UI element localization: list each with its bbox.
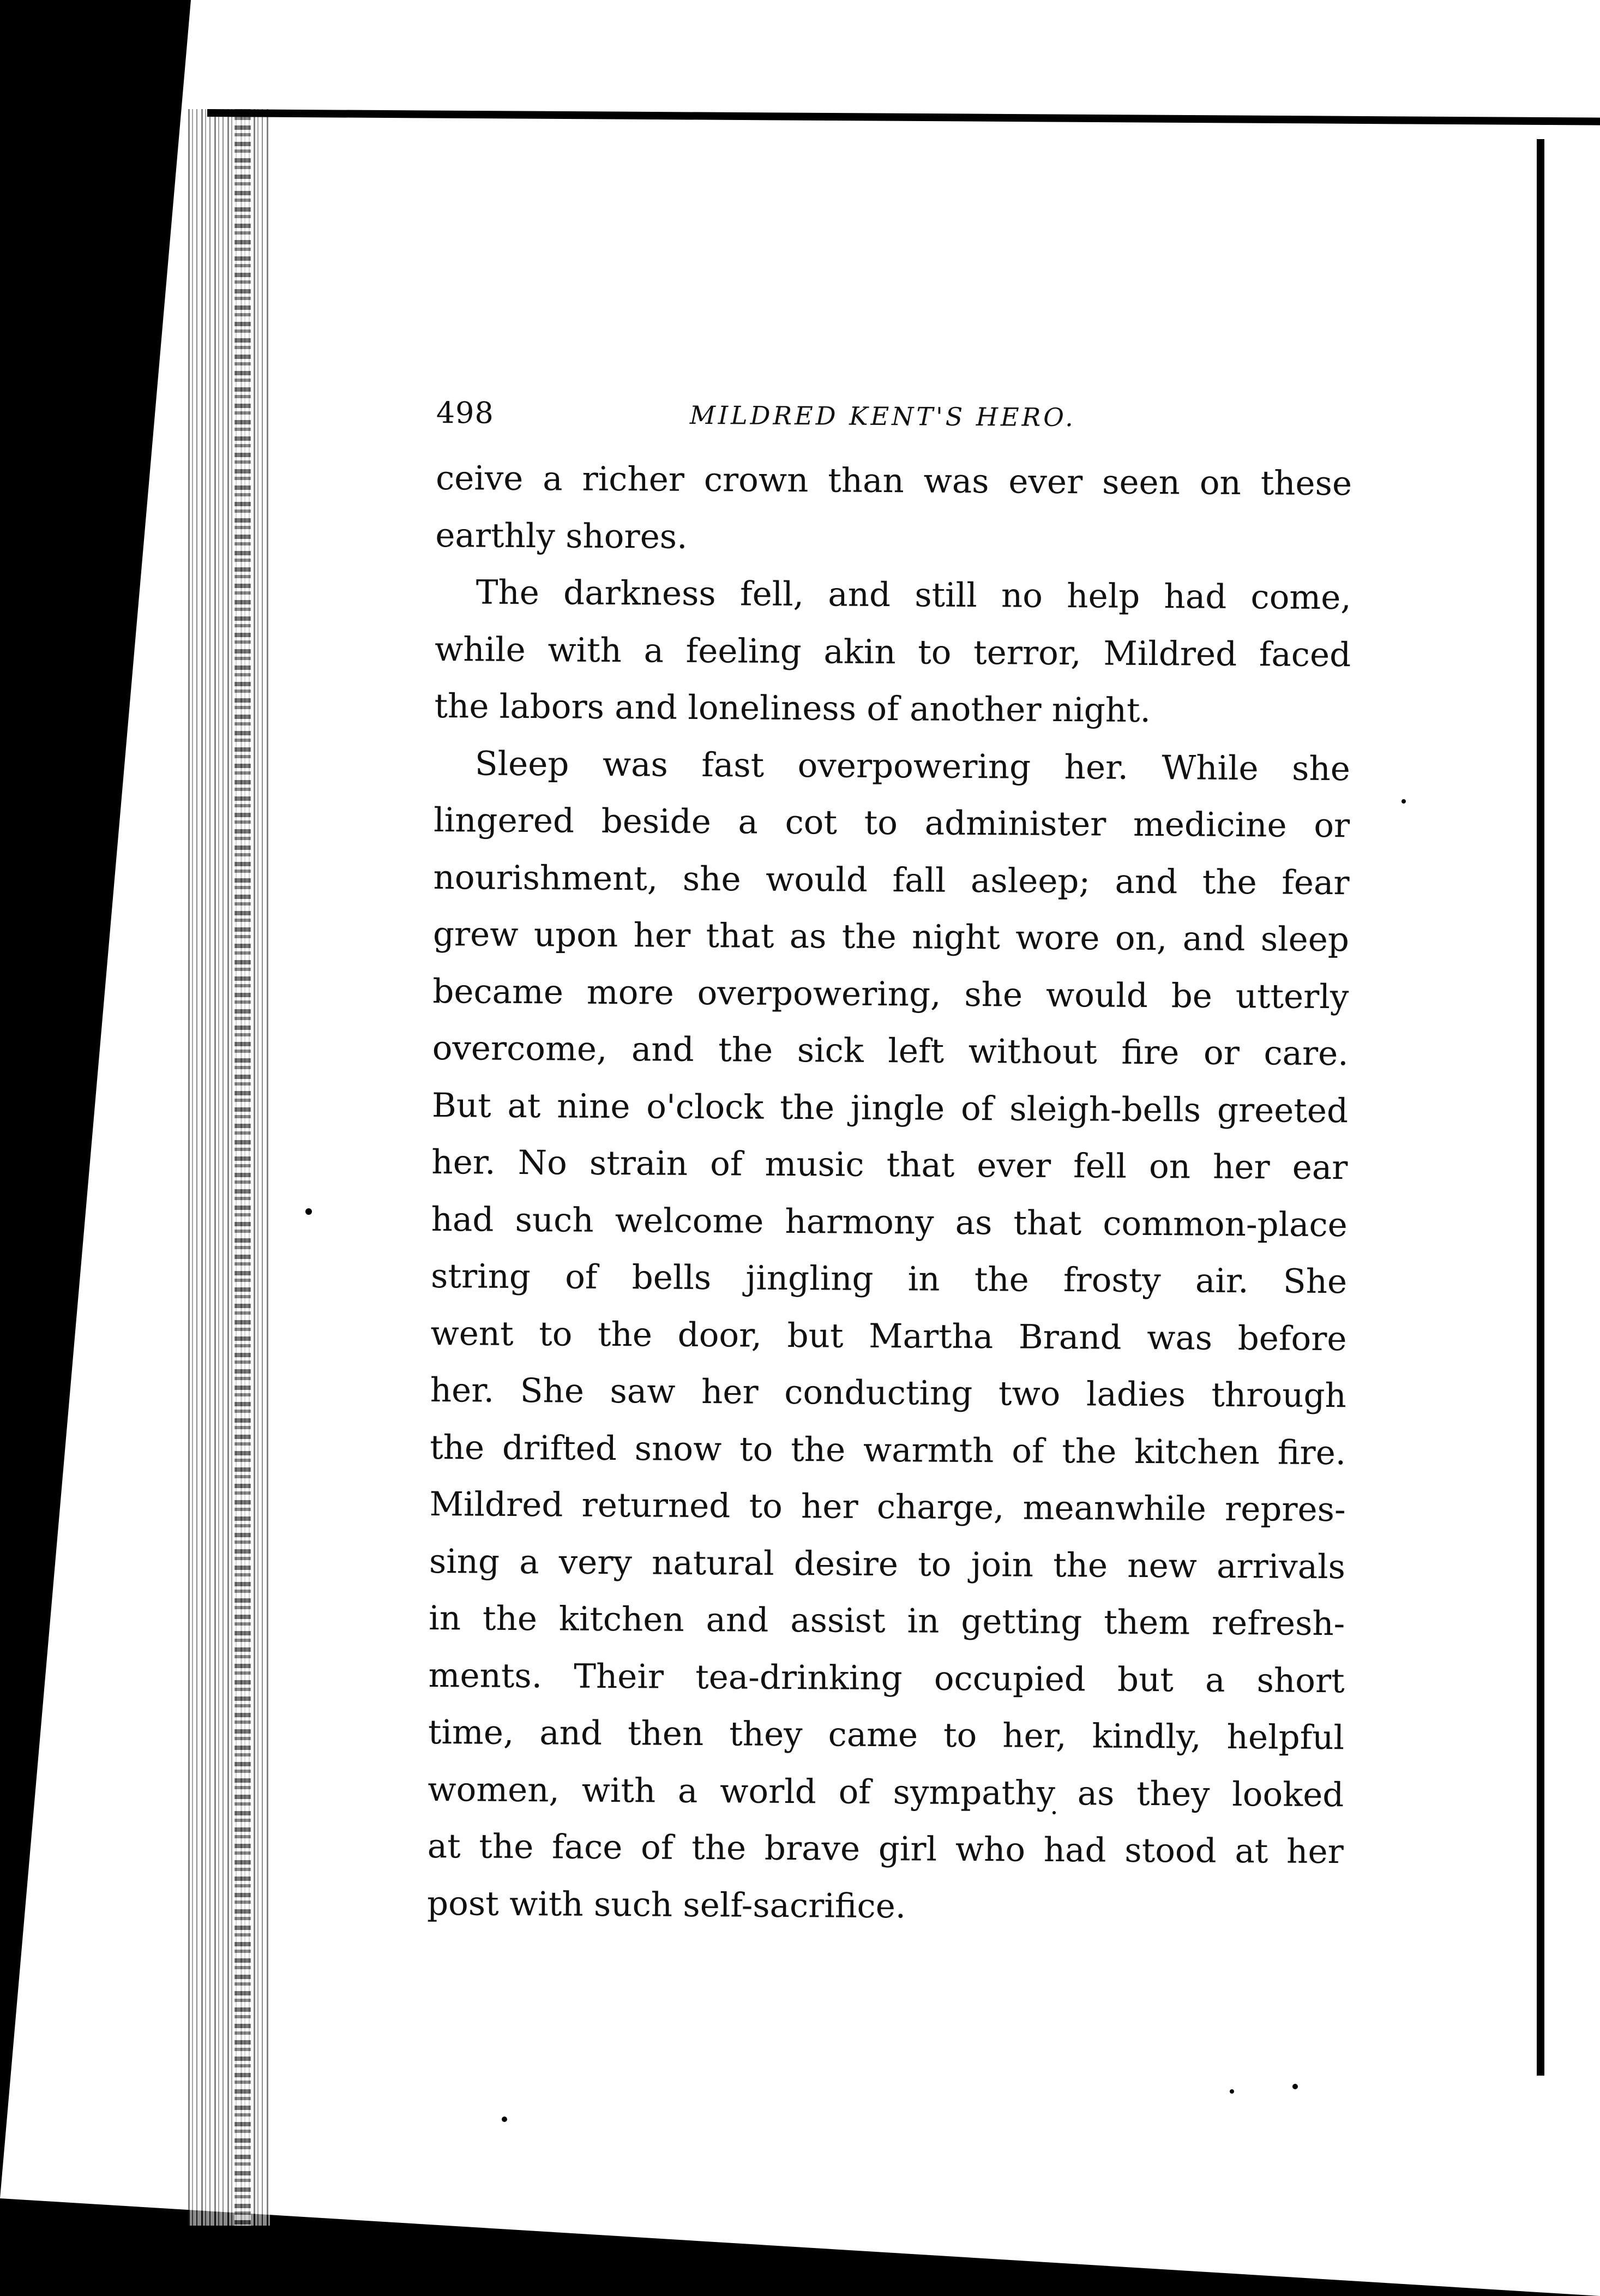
text-line: string of bells jingling in the frosty air. She <box>430 1256 1348 1302</box>
text-line: her. She saw her conducting two ladies through <box>430 1370 1347 1416</box>
text-line: went to the door, but Martha Brand was before <box>430 1314 1347 1358</box>
text-line: grew upon her that as the night wore on, and sleep <box>432 914 1350 960</box>
scan-right-margin <box>1545 136 1600 2078</box>
text-line: became more overpowering, she would be utterly <box>432 972 1349 1016</box>
book-gutter <box>188 109 270 2226</box>
running-title: MILDRED KENT'S HERO. <box>689 400 1076 433</box>
paragraph <box>434 564 1351 741</box>
scan-speck <box>305 1208 312 1215</box>
text-line: women, with a world of sympathy as they looked <box>428 1770 1344 1814</box>
text-line: the drifted snow to the warmth of the kitchen fire. <box>430 1428 1346 1472</box>
book-gutter-shadow <box>234 109 251 2226</box>
running-head <box>436 395 1352 455</box>
text-line: Mildred returned to her charge, meanwhile repres- <box>429 1484 1346 1530</box>
text-line: post with such self-sacrifice. <box>426 1884 906 1926</box>
scan-speck <box>502 2117 507 2122</box>
scan-speck <box>1230 2089 1234 2094</box>
text-line: earthly shores. <box>435 515 688 556</box>
text-line: ments. Their tea-drinking occupied but a short <box>428 1656 1345 1700</box>
paragraph <box>435 450 1352 569</box>
text-line: time, and then they came to her, kindly, helpful <box>428 1712 1345 1758</box>
scan-speck <box>1292 2084 1298 2089</box>
text-line: had such welcome harmony as that common-place <box>431 1200 1348 1244</box>
text-line: overcome, and the sick left without fire or care. <box>432 1028 1349 1074</box>
text-line: sing a very natural desire to join the new arrivals <box>429 1542 1346 1586</box>
paragraph <box>427 735 1350 1938</box>
text-line: at the face of the brave girl who had stood at her <box>427 1826 1344 1872</box>
text-line: lingered beside a cot to administer medicine or <box>434 800 1350 846</box>
text-line: ceive a richer crown than was ever seen on these <box>435 458 1352 503</box>
text-line: the labors and loneliness of another night. <box>434 686 1151 730</box>
scan-right-edge <box>1537 139 1544 2076</box>
page-number: 498 <box>436 395 495 430</box>
text-line: nourishment, she would fall asleep; and the fear <box>433 858 1350 902</box>
scan-speck <box>1401 799 1406 804</box>
text-line: while with a feeling akin to terror, Mildred faced <box>434 630 1351 674</box>
page-text <box>427 395 1352 1938</box>
text-line: in the kitchen and assist in getting them refresh- <box>429 1598 1345 1644</box>
text-line: her. No strain of music that ever fell on her ear <box>431 1142 1348 1188</box>
text-line: The darkness fell, and still no help had come, <box>476 573 1351 618</box>
text-line: But at nine o'clock the jingle of sleigh-bells greeted <box>431 1086 1349 1130</box>
text-line: Sleep was fast overpowering her. While she <box>474 744 1351 788</box>
